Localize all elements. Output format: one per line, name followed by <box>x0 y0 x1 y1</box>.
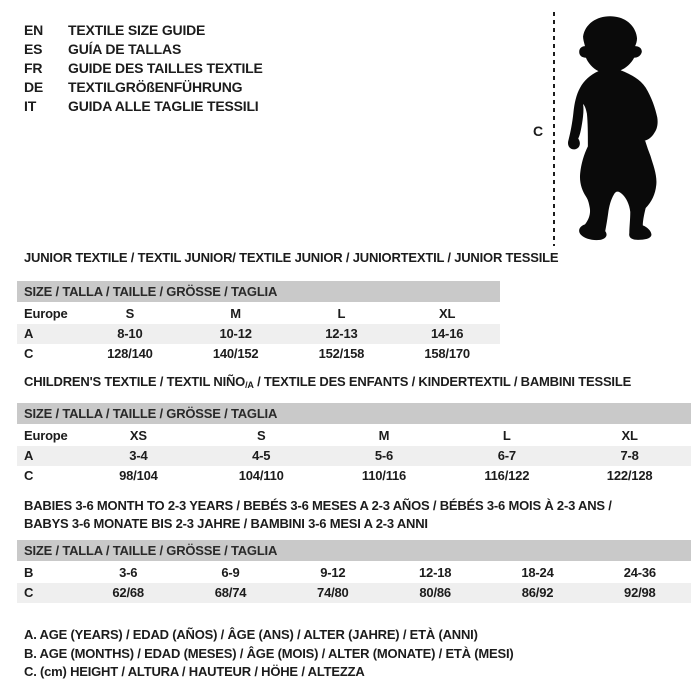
size-cell: L <box>337 306 346 321</box>
children-title-rest: / TEXTILE DES ENFANTS / KINDERTEXTIL / BAMBINI TESSILE <box>253 374 632 389</box>
table-row-months <box>17 563 691 583</box>
babies-size-table <box>17 540 691 603</box>
language-title: TEXTILE SIZE GUIDE <box>68 22 206 38</box>
height-measure-dashed-line <box>553 12 555 246</box>
size-cell: XL <box>621 428 638 443</box>
months-cell: 24-36 <box>623 565 656 580</box>
language-title: TEXTILGRÖßENFÜHRUNG <box>68 79 243 95</box>
language-title: GUÍA DE TALLAS <box>68 41 182 57</box>
language-row-en <box>24 21 263 40</box>
age-cell: 7-8 <box>620 448 639 463</box>
height-cell: 62/68 <box>112 585 144 600</box>
language-code: FR <box>24 60 43 76</box>
row-label: A <box>24 448 34 463</box>
height-cell: 110/116 <box>361 468 407 483</box>
row-label: B <box>24 565 34 580</box>
language-row-es <box>24 40 263 59</box>
height-cell: 116/122 <box>484 468 530 483</box>
height-cell: 74/80 <box>317 585 349 600</box>
height-cell: 104/110 <box>238 468 284 483</box>
row-label: A <box>24 326 34 341</box>
age-cell: 8-10 <box>117 326 143 341</box>
table-row-age <box>17 446 691 466</box>
children-title-sub: /A <box>245 380 254 390</box>
language-code: ES <box>24 41 43 57</box>
months-cell: 18-24 <box>521 565 554 580</box>
size-cell: S <box>125 306 135 321</box>
language-code: EN <box>24 22 44 38</box>
table-row-height <box>17 466 691 486</box>
language-code: DE <box>24 79 44 95</box>
language-code: IT <box>24 98 37 114</box>
height-cell: 140/152 <box>212 346 259 361</box>
legend-notes <box>24 626 514 682</box>
junior-size-table <box>17 281 500 364</box>
size-cell: XL <box>439 306 456 321</box>
months-cell: 12-18 <box>419 565 452 580</box>
language-title: GUIDA ALLE TAGLIE TESSILI <box>68 98 259 114</box>
height-cell: 98/104 <box>119 468 158 483</box>
age-cell: 5-6 <box>374 448 394 463</box>
months-cell: 6-9 <box>221 565 240 580</box>
children-title-main: CHILDREN'S TEXTILE / TEXTIL NIÑO <box>24 374 246 389</box>
babies-title-line1: BABIES 3-6 MONTH TO 2-3 YEARS / BEBÉS 3-6 MESES A 2-3 AÑOS / BÉBÉS 3-6 MOIS À 2-3 ANS / <box>24 498 612 513</box>
table-row-height <box>17 583 691 603</box>
size-cell: M <box>230 306 241 321</box>
language-title-block <box>24 21 263 116</box>
height-cell: 92/98 <box>624 585 656 600</box>
age-cell: 3-4 <box>129 448 148 463</box>
language-row-it <box>24 97 263 116</box>
size-cell: S <box>256 428 266 443</box>
months-cell: 3-6 <box>119 565 138 580</box>
row-label: Europe <box>24 428 68 443</box>
age-cell: 12-13 <box>325 326 358 341</box>
language-row-de <box>24 78 263 97</box>
note-height-cm: C. (cm) HEIGHT / ALTURA / HAUTEUR / HÖHE / ALTEZZA <box>24 664 365 679</box>
height-cell: 158/170 <box>424 346 470 361</box>
row-label: C <box>24 346 34 361</box>
height-cell: 86/92 <box>521 585 554 600</box>
row-label: C <box>24 585 34 600</box>
babies-title-line2: BABYS 3-6 MONATE BIS 2-3 JAHRE / BAMBINI 3-6 MESI A 2-3 ANNI <box>24 516 428 531</box>
toddler-silhouette <box>558 10 664 248</box>
size-header-bar: SIZE / TALLA / TAILLE / GRÖSSE / TAGLIA <box>17 540 691 561</box>
height-cell: 122/128 <box>606 468 653 483</box>
height-cell: 128/140 <box>107 346 153 361</box>
size-header-bar: SIZE / TALLA / TAILLE / GRÖSSE / TAGLIA <box>17 281 500 302</box>
row-label: Europe <box>24 306 68 321</box>
size-header-bar: SIZE / TALLA / TAILLE / GRÖSSE / TAGLIA <box>17 403 691 424</box>
age-cell: 10-12 <box>219 326 252 341</box>
junior-section-title: JUNIOR TEXTILE / TEXTIL JUNIOR/ TEXTILE JUNIOR / JUNIORTEXTIL / JUNIOR TESSILE <box>24 250 559 265</box>
months-cell: 9-12 <box>320 565 346 580</box>
language-title: GUIDE DES TAILLES TEXTILE <box>68 60 263 76</box>
table-row-europe <box>17 304 500 324</box>
table-row-europe <box>17 426 691 446</box>
height-cell: 68/74 <box>214 585 247 600</box>
height-cell: 152/158 <box>318 346 365 361</box>
size-cell: XS <box>129 428 147 443</box>
babies-section-title <box>24 497 612 533</box>
height-cell: 80/86 <box>419 585 451 600</box>
table-row-height <box>17 344 500 364</box>
language-row-fr <box>24 59 263 78</box>
age-cell: 6-7 <box>497 448 516 463</box>
size-cell: M <box>378 428 390 443</box>
children-size-table <box>17 403 691 486</box>
row-label: C <box>24 468 34 483</box>
height-marker-label: C <box>532 123 544 139</box>
age-cell: 14-16 <box>431 326 464 341</box>
children-section-title <box>24 373 631 394</box>
size-cell: L <box>502 428 511 443</box>
note-age-years: A. AGE (YEARS) / EDAD (AÑOS) / ÂGE (ANS) / ALTER (JAHRE) / ETÀ (ANNI) <box>24 627 478 642</box>
table-row-age <box>17 324 500 344</box>
note-age-months: B. AGE (MONTHS) / EDAD (MESES) / ÂGE (MOIS) / ALTER (MONATE) / ETÀ (MESI) <box>24 645 514 661</box>
age-cell: 4-5 <box>252 448 271 463</box>
